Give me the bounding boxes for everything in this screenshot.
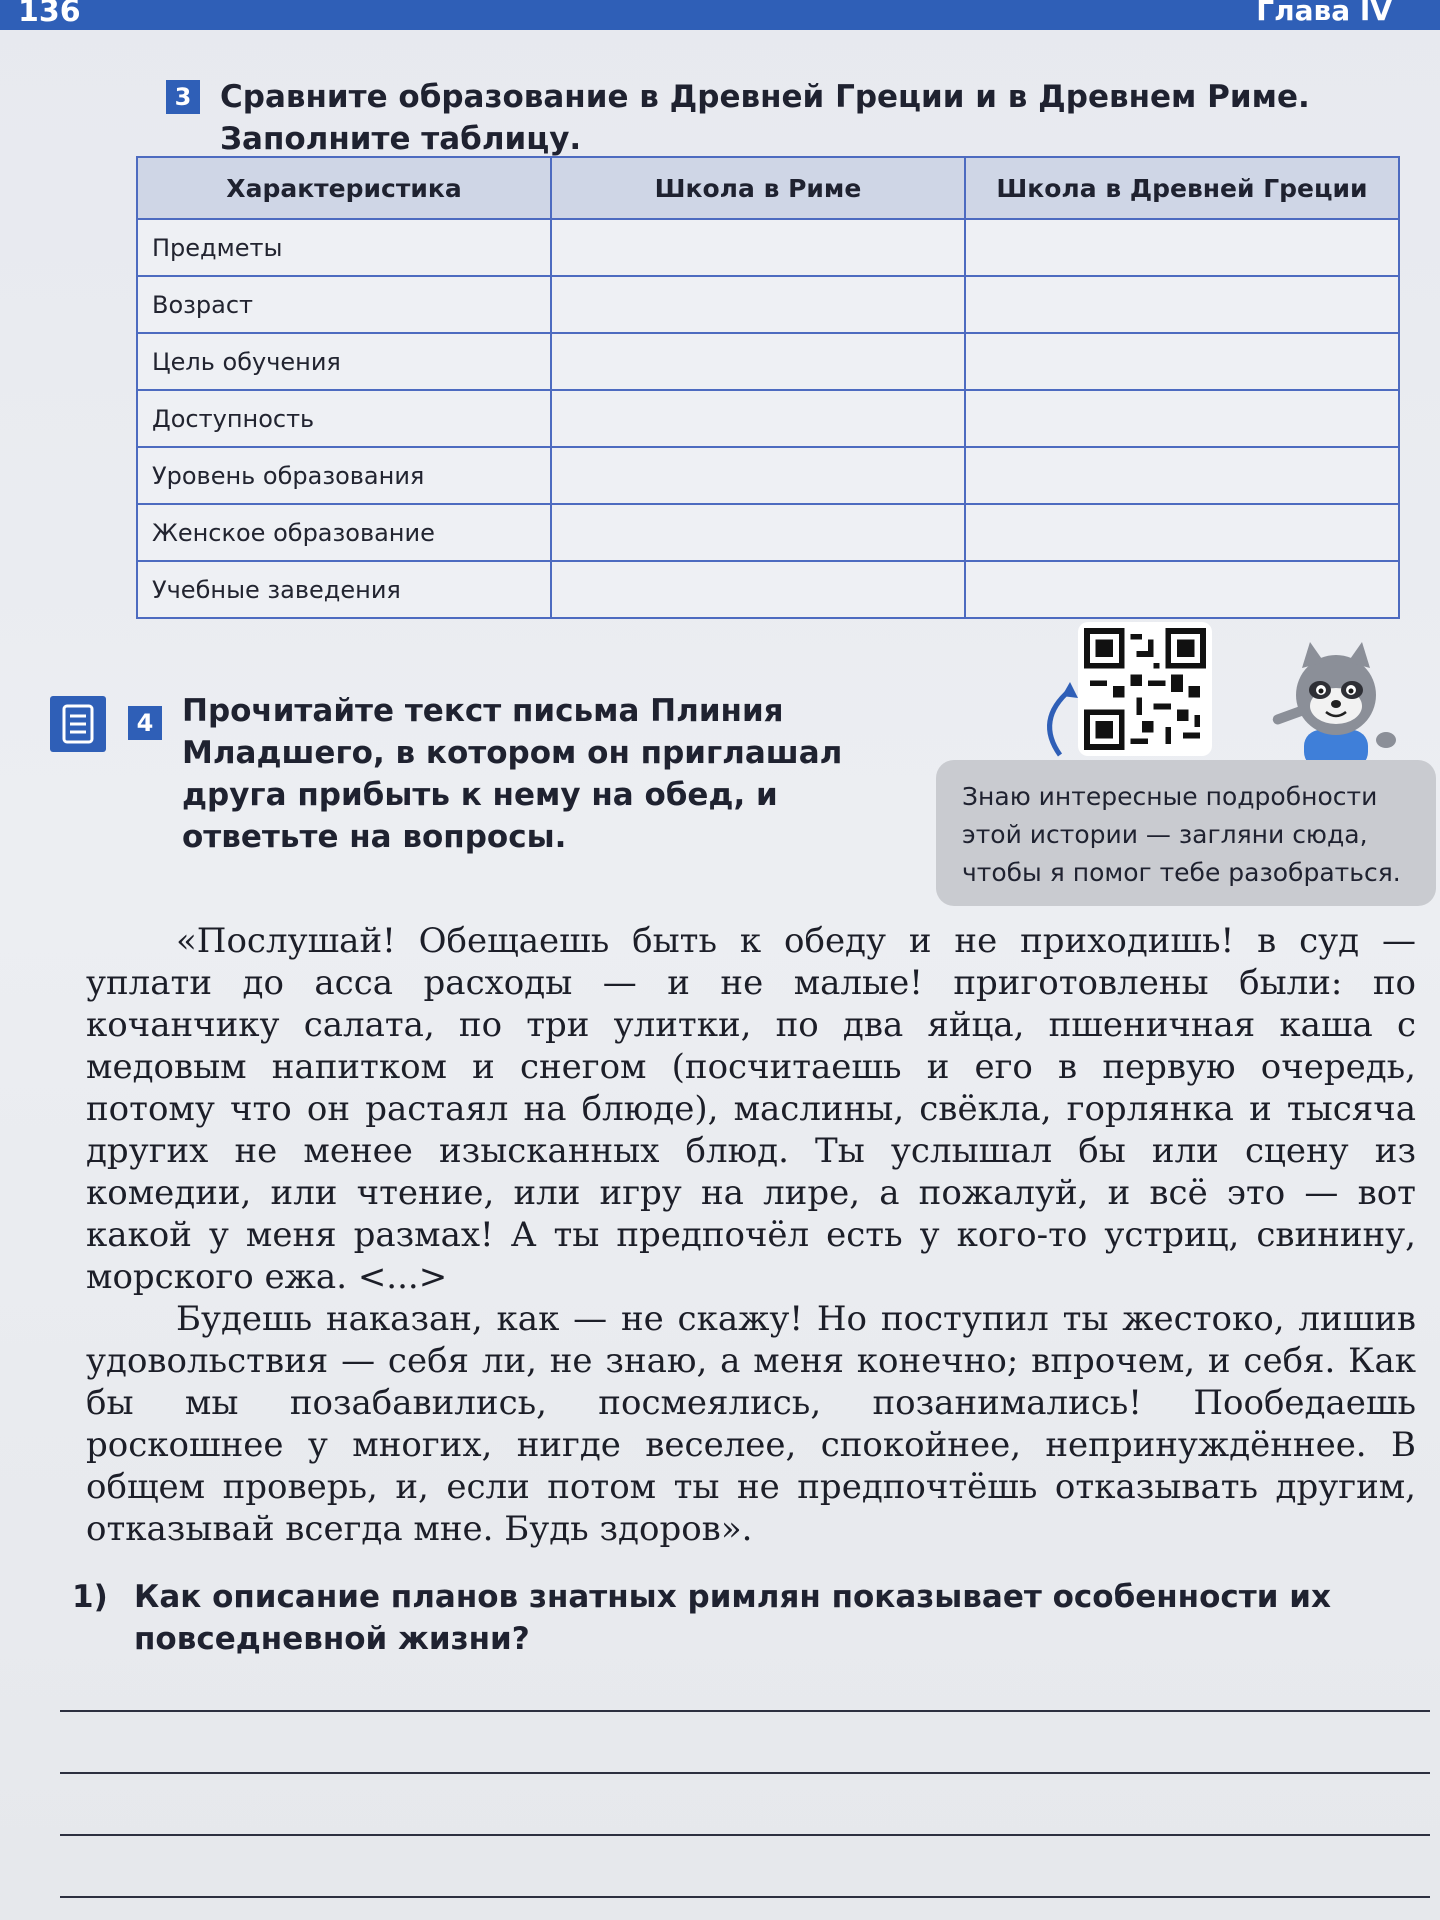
table-header-greece: Школа в Древней Греции [965,157,1399,219]
task-number-4: 4 [128,706,162,740]
answer-cell-rome[interactable] [551,276,965,333]
answer-line[interactable] [60,1896,1430,1898]
row-label: Возраст [137,276,551,333]
table-row [137,390,1399,447]
answer-cell-rome[interactable] [551,504,965,561]
letter-paragraph-1: «Послушай! Обещаешь быть к обеду и не приходишь! в суд — уплати до асса расходы — и не малые! приготовлены были: по кочанчику салата, по три улитки, по два яйца, пшеничная каша с медовым напитком и снегом (посчитаешь и его в первую очередь, потому что он растаял на блюде), маслины, свёкла, горлянка и тысяча других не менее изысканных блюд. Ты услышал бы или сцену из комедии, или чтение, или игру на лире, а пожалуй, и всё это — вот какой у меня размах! А ты предпочёл есть у кого-то устриц, свинину, морского ежа. <...> [86,921,1416,1297]
answer-cell-rome[interactable] [551,447,965,504]
hint-text: Знаю интересные подробности этой истории — загляни сюда, чтобы я помог тебе разобраться. [962,782,1401,887]
answer-cell-greece[interactable] [965,447,1399,504]
answer-line[interactable] [60,1772,1430,1774]
table-header-row [137,157,1399,219]
table-row [137,276,1399,333]
answer-line[interactable] [60,1834,1430,1836]
answer-cell-rome[interactable] [551,561,965,618]
table-header-characteristic: Характеристика [137,157,551,219]
answer-cell-rome[interactable] [551,390,965,447]
row-label: Учебные заведения [137,561,551,618]
table-row [137,561,1399,618]
answer-cell-greece[interactable] [965,276,1399,333]
qr-code-icon[interactable] [1078,622,1212,756]
letter-text [86,920,1416,1550]
page-number: 136 [18,0,81,29]
table-row [137,333,1399,390]
task-3-title: Сравните образование в Древней Греции и в Древнем Риме. Заполните таблицу. [220,79,1310,157]
answer-cell-greece[interactable] [965,333,1399,390]
answer-cell-greece[interactable] [965,219,1399,276]
question-number: 1) [72,1579,108,1615]
letter-paragraph-2: Будешь наказан, как — не скажу! Но поступил ты жестоко, лишив удовольствия — себя ли, не знаю, а меня конечно; впрочем, и себя. Как бы мы позабавились, посмеялись, позанимались! Пообедаешь роскошнее у многих, нигде веселее, спокойнее, непринуждённее. В общем проверь, и, если потом ты не предпочтёшь отказывать другим, отказывай всегда мне. Будь здоров». [86,1299,1416,1549]
row-label: Предметы [137,219,551,276]
answer-cell-rome[interactable] [551,333,965,390]
answer-cell-rome[interactable] [551,219,965,276]
row-label: Женское образование [137,504,551,561]
question-text: Как описание планов знатных римлян показывает особенности их повседневной жизни? [134,1579,1331,1657]
hint-bubble [936,760,1436,906]
table-row [137,447,1399,504]
table-row [137,219,1399,276]
answer-cell-greece[interactable] [965,390,1399,447]
row-label: Доступность [137,390,551,447]
answer-cell-greece[interactable] [965,504,1399,561]
row-label: Уровень образования [137,447,551,504]
document-icon [50,696,106,752]
comparison-table [136,156,1400,619]
answer-cell-greece[interactable] [965,561,1399,618]
task-number-3: 3 [166,80,200,114]
table-header-rome: Школа в Риме [551,157,965,219]
task-4-title: Прочитайте текст письма Плиния Младшего, в котором он приглашал друга прибыть к нему на обед, и ответьте на вопросы. [182,693,843,855]
raccoon-mascot-icon [1264,640,1404,770]
table-row [137,504,1399,561]
answer-line[interactable] [60,1710,1430,1712]
header-band [0,0,1440,30]
chapter-label: Глава IV [1256,0,1392,27]
row-label: Цель обучения [137,333,551,390]
